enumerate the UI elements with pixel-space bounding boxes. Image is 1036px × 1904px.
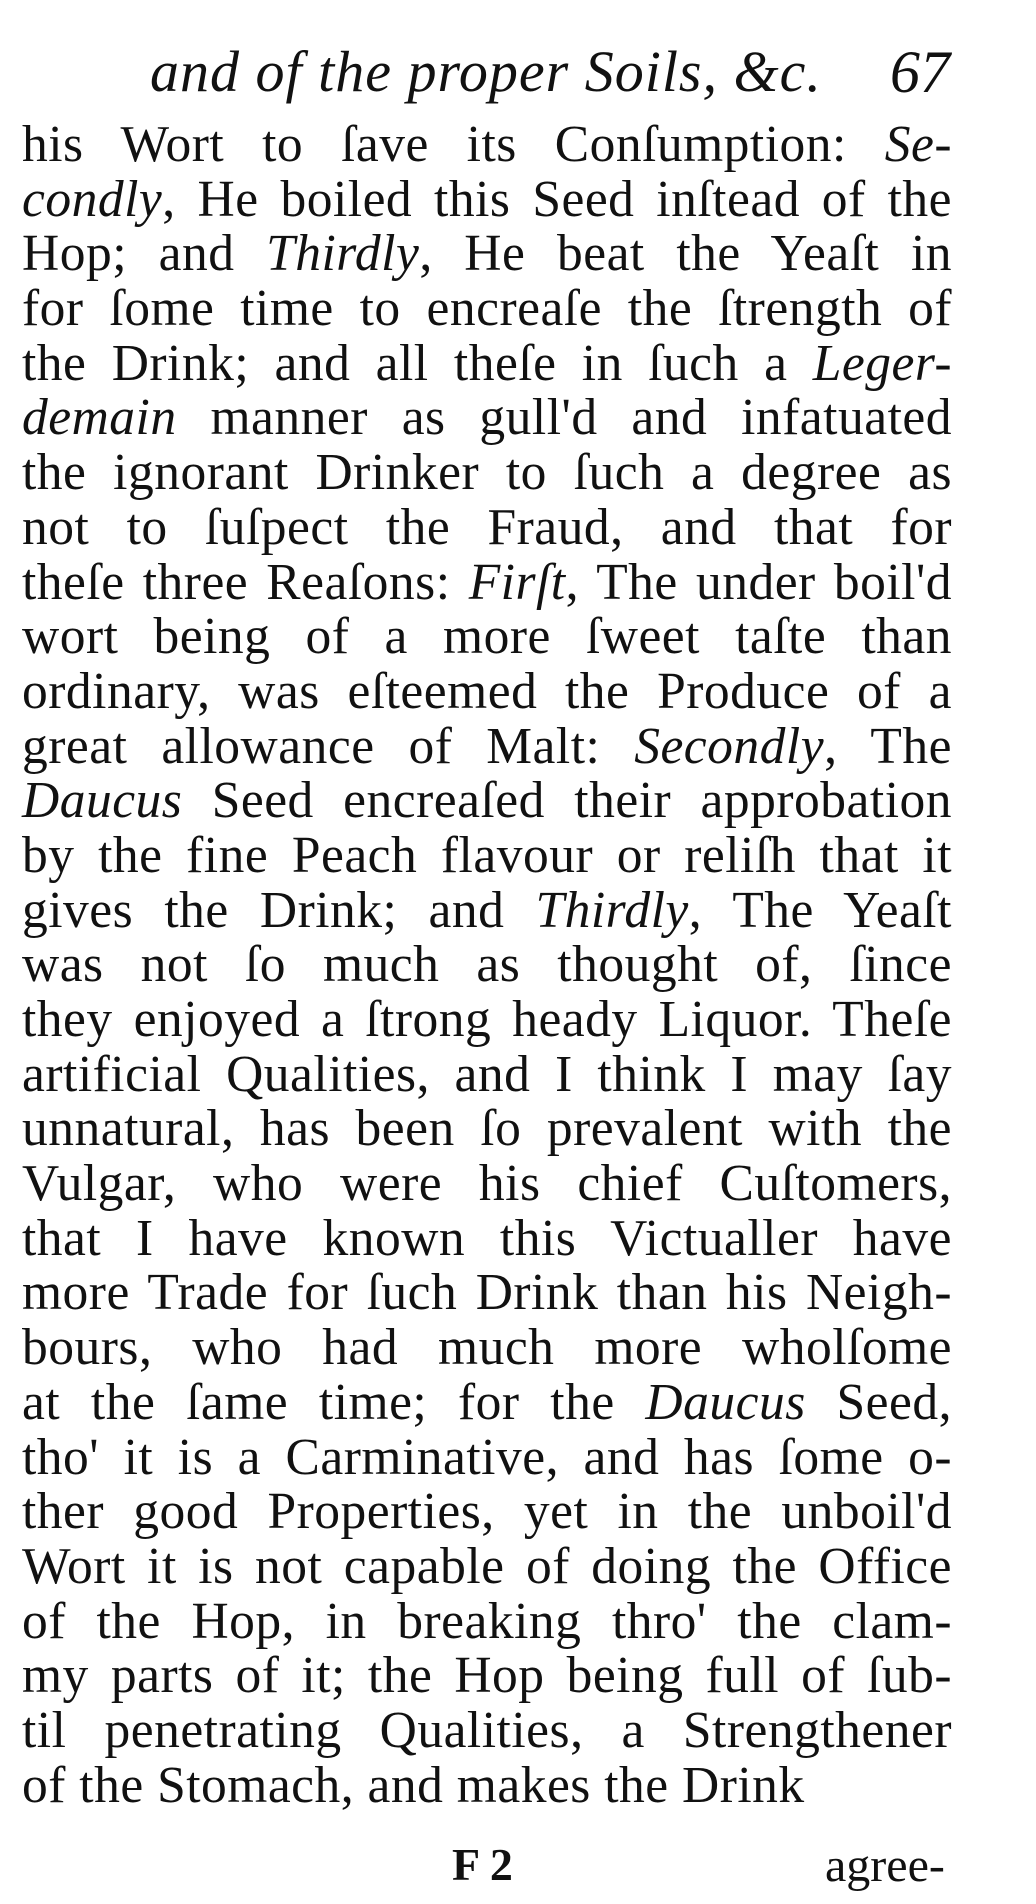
italic-run: Daucus [22, 772, 183, 830]
text-line [22, 1701, 952, 1759]
text-run: theſe three Reaſons: [22, 553, 469, 611]
page-number: 67 [890, 39, 950, 105]
text-line [22, 1649, 952, 1704]
text-run: Vulgar, who were his chief Cuſtomers, [22, 1155, 952, 1213]
text-line [22, 498, 952, 556]
text-run: wort being of a more ſweet taſte than [22, 608, 952, 666]
text-line [22, 1102, 952, 1157]
page-header [150, 38, 970, 118]
text-run: the Drink; and all theſe in ſuch a [22, 334, 813, 392]
italic-run: condly [22, 170, 163, 228]
text-run: bours, who had much more wholſome [22, 1319, 952, 1377]
text-line [22, 1045, 952, 1103]
text-line [22, 391, 952, 446]
text-line [22, 1537, 952, 1595]
text-run: unnatural, has been ſo prevalent with the [22, 1100, 952, 1158]
italic-run: Daucus [645, 1373, 806, 1431]
italic-run: Firſt [468, 553, 566, 611]
text-line [22, 227, 952, 282]
text-run: his Wort to ſave its Conſumption: [22, 116, 885, 173]
text-run: that I have known this Victualler have [22, 1209, 952, 1267]
text-line [22, 282, 952, 337]
text-run: Hop; and [22, 225, 267, 283]
text-run: til penetrating Qualities, a Strengthener [22, 1701, 952, 1759]
text-line [22, 1209, 952, 1267]
text-line [22, 1485, 952, 1540]
text-run: tho' it is a Carminative, and has ſome o- [22, 1428, 952, 1486]
text-run: at the ſame time; for the [22, 1373, 646, 1431]
text-run: ordinary, was eſteemed the Produce of a [22, 662, 952, 720]
italic-run: Leger- [812, 334, 952, 392]
text-line [22, 938, 952, 993]
text-line [22, 826, 952, 884]
text-run: gives the Drink; and [22, 881, 536, 939]
text-run: they enjoyed a ſtrong heady Liquor. Theſe [22, 991, 952, 1048]
text-line [22, 1321, 952, 1376]
italic-run: Secondly [634, 717, 825, 775]
text-line [22, 553, 952, 611]
italic-run: Se- [884, 116, 952, 173]
text-run: great allowance of Malt: [22, 717, 635, 775]
text-run: , The under boil'd [565, 553, 952, 611]
catchword: agree- [825, 1839, 945, 1892]
italic-run: Thirdly [535, 881, 689, 939]
text-run: , He beat the Yeaſt in [419, 225, 952, 283]
text-line [22, 662, 952, 720]
running-head: and of the proper Soils, &c. [150, 39, 822, 104]
text-run: my parts of it; the Hop being full of ſub- [22, 1647, 952, 1705]
text-line [22, 1373, 952, 1431]
text-line [22, 334, 952, 392]
text-run: ther good Properties, yet in the unboil'd [22, 1483, 952, 1541]
text-line [22, 446, 952, 501]
text-line [22, 1266, 952, 1321]
text-line [22, 881, 952, 939]
text-run: Wort it is not capable of doing the Office [22, 1537, 952, 1595]
text-line [22, 774, 952, 829]
text-run: by the fine Peach flavour or reliſh that it [22, 826, 952, 884]
text-run: , The [824, 717, 952, 775]
text-run: of the Stomach, and makes the Drink [22, 1756, 805, 1814]
text-line [22, 610, 952, 665]
text-run: more Trade for ſuch Drink than his Neigh- [22, 1264, 952, 1322]
text-line [22, 170, 952, 228]
text-run: Seed, [805, 1373, 952, 1431]
text-line [22, 717, 952, 775]
text-run: , He boiled this Seed inſtead of the [162, 170, 952, 228]
text-run: not to ſuſpect the Fraud, and that for [22, 498, 952, 556]
text-line [22, 993, 952, 1048]
body-text [22, 118, 952, 1813]
page-footer [0, 1838, 1036, 1898]
signature-mark: F 2 [452, 1839, 513, 1890]
text-run: , The Yeaſt [688, 881, 952, 939]
text-line [22, 1428, 952, 1486]
text-run: artificial Qualities, and I think I may ſay [22, 1045, 952, 1103]
text-run: for ſome time to encreaſe the ſtrength of [22, 280, 952, 338]
text-line [22, 1592, 952, 1650]
text-run: was not ſo much as thought of, ſince [22, 936, 952, 994]
text-run: of the Hop, in breaking thro' the clam- [22, 1592, 952, 1650]
text-line [22, 1157, 952, 1212]
text-run: manner as gull'd and infatuated [176, 389, 952, 447]
italic-run: Thirdly [266, 225, 420, 283]
text-run: Seed encreaſed their approbation [182, 772, 952, 830]
italic-run: demain [22, 389, 177, 447]
text-line [22, 118, 952, 173]
text-line [22, 1756, 952, 1814]
text-run: the ignorant Drinker to ſuch a degree as [22, 444, 952, 502]
